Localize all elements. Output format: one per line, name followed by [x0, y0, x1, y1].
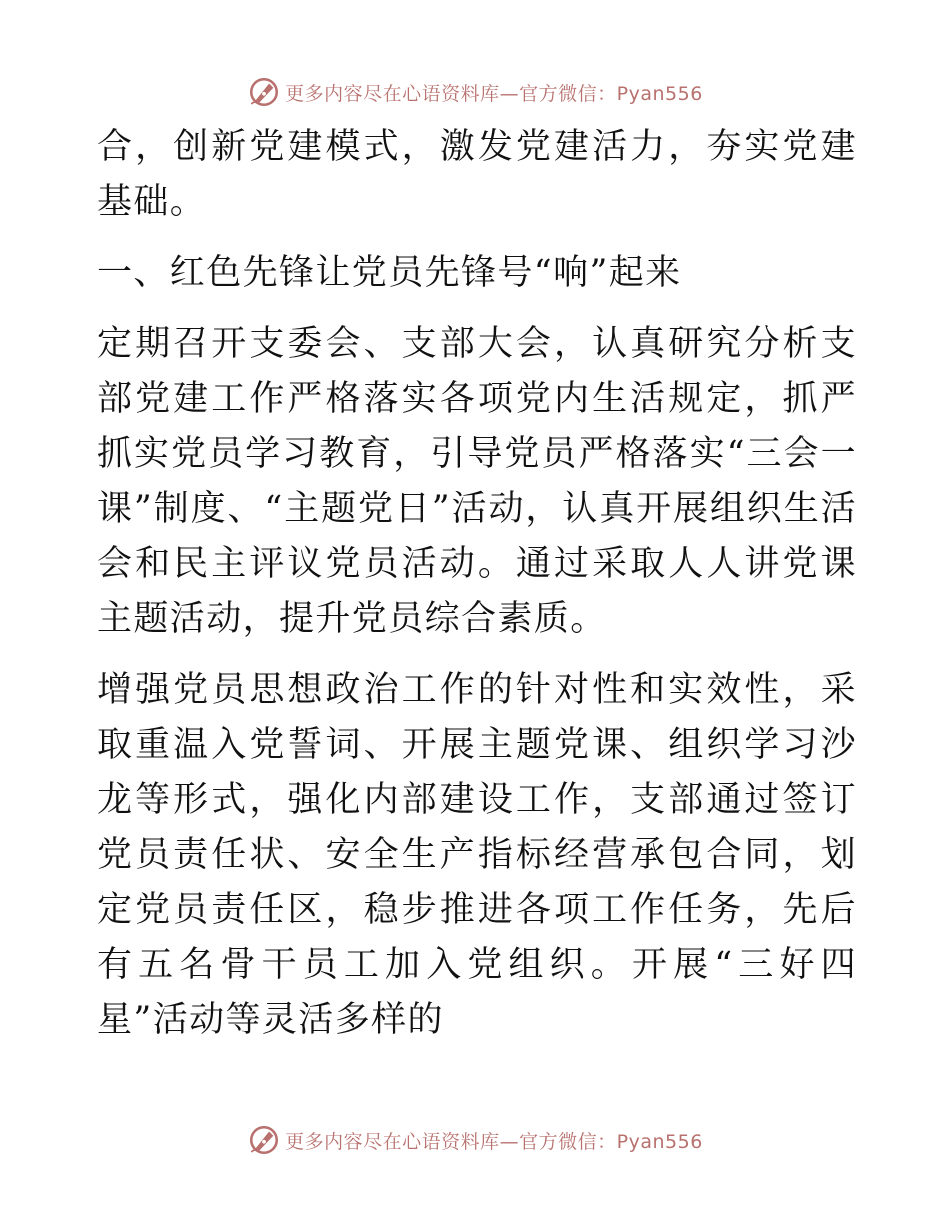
watermark-text: 更多内容尽在心语资料库—官方微信：Pyan556: [285, 82, 703, 105]
section-heading: 一、红色先锋让党员先锋号“响”起来: [97, 253, 682, 293]
page-header-watermark: [0, 72, 950, 112]
paragraph-meetings: 定期召开支委会、支部大会，认真研究分析支部党建工作严格落实各项党内生活规定，抓严抓实党员学习教育，引导党员严格落实“三会一课”制度、“主题党日”活动，认真开展组织生活会和民主评议党员活动。通过采取人人讲党课主题活动，提升党员综合素质。: [97, 324, 857, 639]
paragraph-political-work: 增强党员思想政治工作的针对性和实效性，采取重温入党誓词、开展主题党课、组织学习沙龙等形式，强化内部建设工作，支部通过签订党员责任状、安全生产指标经营承包合同，划定党员责任区，稳步推进各项工作任务，先后有五名骨干员工加入党组织。开展“三好四星”活动等灵活多样的: [97, 670, 857, 1040]
document-body: [97, 120, 857, 1048]
watermark-text: 更多内容尽在心语资料库—官方微信：Pyan556: [285, 1130, 703, 1153]
page-footer-watermark: [0, 1120, 950, 1160]
pen-nib-logo-icon: [247, 75, 281, 109]
paragraph-continuation: 合，创新党建模式，激发党建活力，夯实党建基础。: [97, 127, 857, 222]
pen-nib-logo-icon: [247, 1123, 281, 1157]
